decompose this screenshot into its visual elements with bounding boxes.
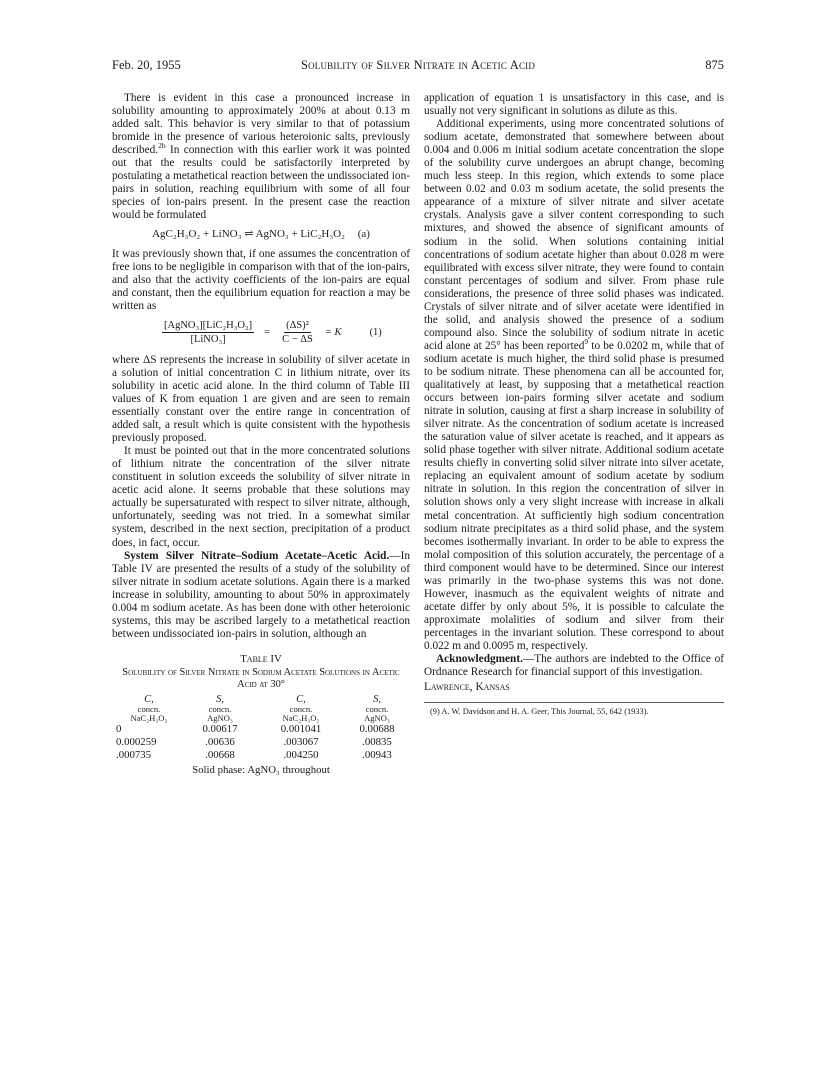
paragraph-text: Additional experiments, using more concentrated solutions of sodium acetate, demonstrated that somewhere between about 0.004 and 0.006 m initial sodium acetate concentration the slope of the solubility curve undergoes an abrupt change, becoming much less steep. In this region, which extends to some place between 0.02 and 0.03 m sodium acetate, the solid presents the appearance of a mixture of silver nitrate and silver acetate crystals. Analysis gave a silver content corresponding to such mixtures, and showed the absence of significant amounts of sodium in the solid. When solutions containing initial concentrations of sodium acetate higher than about 0.028 m were equilibrated with excess silver nitrate, they were found to contain constant percentages of sodium and silver. From phase rule considerations, the presence of three solid phases was indicated. Crystals of silver nitrate and of silver acetate were identified in the solid, and analysis showed the presence of a sodium compound also. Since the solubility of sodium nitrate in acetic acid alone at 25° has been reported: [424, 118, 724, 352]
paragraph-text: There is evident in this case a pronounced increase in solubility amounting to approximately 200% at about 0.13 m added salt. This behavior is very similar to that of potassium bromide in the presence of various heteroionic salts, previously described.: [112, 92, 410, 157]
table-title: Table IV: [240, 652, 282, 665]
equation-1-fraction-left: [162, 319, 254, 346]
equation-1-k: = K: [324, 326, 342, 338]
table-caption: Solubility of Silver Nitrate in Sodium Acetate Solutions in Acetic Acid at 30°: [122, 666, 400, 690]
acknowledgment-text: —The authors are indebted to the Office of Ordnance Research for financial support of this investigation.: [424, 653, 724, 679]
table-header-compound: NaC₂H₃O₂: [130, 712, 168, 723]
paragraph-supersaturation: It must be pointed out that in the more concentrated solutions of lithium nitrate the concentration of the silver nitrate constituent in solution exceeds the solubility of silver nitrate in acetic acid alone. It seems probable that these solutions may actually be supersaturated with respect to silver nitrate, although, unfortunately, seeding was not tried. In a somewhat similar system, described in the next section, precipitation of a product does, in fact, occur.: [112, 445, 410, 549]
equation-1-numerator: [AgNO₃][LiC₂H₃O₂]: [162, 319, 254, 333]
author-location: Lawrence, Kansas: [424, 681, 510, 694]
paragraph-text-cont: to be 0.0202 m, while that of sodium acetate is much higher, the third solid phase is presumed to be sodium nitrate. These phenomena can all be accounted for, qualitatively at least, by supposing that a metathetical reaction occurs between ion-pairs forming silver acetate and sodium nitrate in solution, causing at first a sharp increase in solubility of silver nitrate. As the concentration of sodium acetate is increased the saturation value of silver acetate is reached, and it appears as solid phase together with silver nitrate. Additional sodium acetate results chiefly in converting solid silver nitrate into silver acetate, replacing an equivalent amount of sodium acetate by sodium nitrate in solution. In this region the concentration of silver in solution shows only a very slight increase with increase in alkali metal concentration. At sufficiently high sodium concentration sodium nitrate precipitates as a third solid phase, and the system becomes isothermally invariant. In order to be able to express the molal composition of this solution accurately, the percentage of a third component would have to be determined. Since our interest was primarily in the two-phase systems this was not done. However, inasmuch as the equivalent weights of nitrate and acetate differ by only about 5%, it is possible to calculate the approximate molalities of sodium and silver from their percentages in the invariant solution. These correspond to about 0.022 m and 0.0095 m, respectively.: [424, 339, 724, 652]
table-cell: .003067: [283, 735, 319, 748]
equation-1-denominator-2: C − ΔS: [282, 333, 313, 345]
table-cell: .004250: [283, 748, 319, 761]
paragraph-solubility-increase: [112, 92, 410, 222]
paragraph-additional-experiments: [424, 118, 724, 653]
equation-1-numerator-2: (ΔS)²: [284, 319, 311, 333]
equation-1-label: (1): [369, 326, 382, 338]
table-cell: 0.001041: [280, 722, 322, 735]
table-header-symbol: S,: [216, 693, 224, 705]
table-cell: .000735: [116, 748, 152, 761]
table-header-compound: AgNO₃: [207, 712, 233, 723]
table-cell: 0.000259: [116, 735, 157, 748]
table-header-symbol: S,: [373, 693, 381, 705]
table-cell: 0.00688: [359, 722, 395, 735]
table-header-compound: AgNO₃: [364, 712, 390, 723]
acknowledgment-heading: Acknowledgment.: [436, 653, 523, 666]
equation-a-label: (a): [357, 228, 370, 241]
table-cell: .00835: [362, 735, 392, 748]
equation-a: [112, 228, 410, 241]
table-header-unit: concn.: [365, 703, 389, 714]
table-header-unit: concn.: [208, 703, 232, 714]
paragraph-sodium-acetate-system: [112, 550, 410, 641]
table-header-unit: concn.: [137, 703, 161, 714]
page-number: 875: [705, 58, 724, 72]
left-column: [112, 92, 410, 777]
reference-marker: 9: [584, 337, 589, 347]
table-iv: [112, 653, 410, 777]
table-header-symbol: C,: [144, 693, 154, 705]
equation-1: [156, 319, 410, 346]
table-footer: Solid phase: AgNO₃ throughout: [192, 763, 330, 776]
right-column: [424, 92, 724, 717]
table-header-unit: concn.: [289, 703, 313, 714]
table-cell: 0.00617: [202, 722, 238, 735]
equation-a-body: AgC₂H₃O₂ + LiNO₃ ⇌ AgNO₃ + LiC₂H₃O₂: [152, 228, 345, 241]
table-header-compound: NaC₂H₃O₂: [282, 712, 320, 723]
table-cell: .00668: [205, 748, 235, 761]
footnote-9: (9) A. W. Davidson and H. A. Geer, This Journal, 55, 642 (1933).: [424, 702, 724, 717]
table-header-symbol: C,: [296, 693, 306, 705]
table-grid: [116, 695, 410, 762]
equation-1-fraction-right: [280, 319, 315, 346]
equation-1-denominator: [LiNO₃]: [190, 333, 226, 345]
header-date: Feb. 20, 1955: [112, 58, 181, 72]
paragraph-text: —In Table IV are presented the results of a study of the solubility of silver nitrate in sodium acetate solutions. Again there is a marked increase in solubility, amounting to about 50% in approximately 0.004 m sodium acetate. As has been done with other heteroionic systems, this may be ascribed largely to a metathetical reaction between undissociated ion-pairs in solution, although an: [112, 549, 410, 640]
paragraph-equation-note: application of equation 1 is unsatisfactory in this case, and is usually not very significant in solutions as dilute as this.: [424, 92, 724, 118]
paragraph-equilibrium: It was previously shown that, if one assumes the concentration of free ions to be negligible in comparison with that of the ion-pairs, and also that the activity coefficients of the ion-pairs are equal and constant, then the equilibrium equation for reaction a may be written as: [112, 247, 410, 312]
equation-1-equals: =: [264, 326, 271, 338]
paragraph-delta-s: where ΔS represents the increase in solubility of silver acetate in a solution of initial concentration C in lithium nitrate, over its solubility in acetic acid alone. In the third column of Table III values of K from equation 1 are given and are seen to remain essentially constant over the entire range in concentration of added salt, a result which is quite consistent with the hypothesis previously proposed.: [112, 353, 410, 445]
paragraph-text-cont: In connection with this earlier work it was pointed out that the results could be satisfactorily interpreted by postulating a metathetical reaction between the undissociated ion-pairs in solution, reaching equilibrium with some of all four species of ion-pairs present. In the present case the reaction would be formulated: [112, 144, 410, 222]
reference-marker: 2b: [158, 141, 166, 151]
running-header: [112, 58, 724, 74]
table-cell: 0: [116, 722, 122, 735]
table-cell: .00636: [205, 735, 235, 748]
section-heading: System Silver Nitrate–Sodium Acetate–Acetic Acid.: [124, 549, 390, 562]
paragraph-acknowledgment: [424, 653, 724, 679]
header-title: Solubility of Silver Nitrate in Acetic Acid: [300, 58, 536, 72]
table-cell: .00943: [362, 748, 392, 761]
